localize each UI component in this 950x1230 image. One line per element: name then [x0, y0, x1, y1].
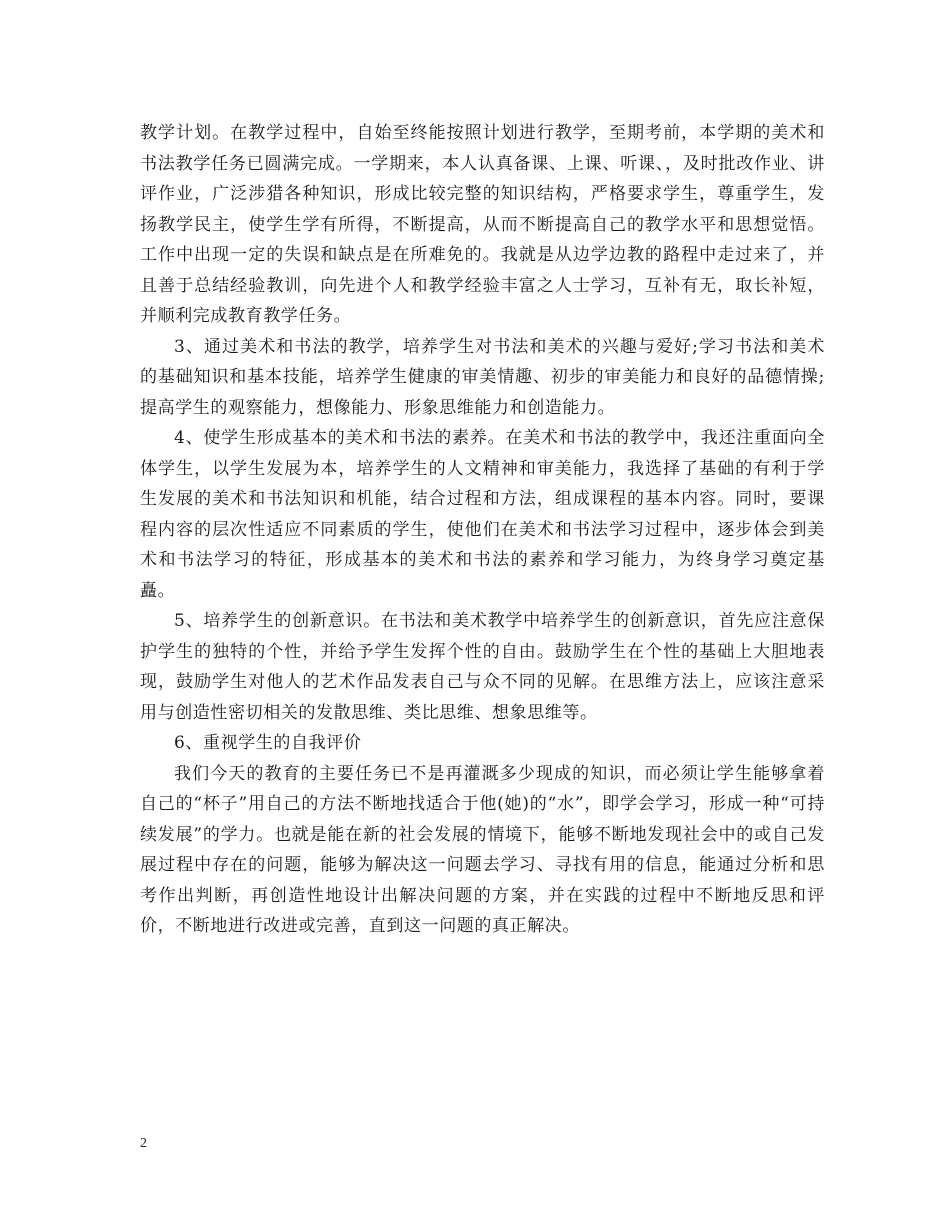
paragraph-continued: 教学计划。在教学过程中，自始至终能按照计划进行教学，至期考前，本学期的美术和书法教学任务已圆满完成。一学期来，本人认真备课、上课、听课、，及时批改作业、讲评作业，广泛涉猎各种知识，形成比较完整的知识结构，严格要求学生，尊重学生，发扬教学民主，使学生学有所得，不断提高，从而不断提高自己的教学水平和思想觉悟。工作中出现一定的失误和缺点是在所难免的。我就是从边学边教的路程中走过来了，并且善于总结经验教训，向先进个人和教学经验丰富之人士学习，互补有无，取长补短，并顺利完成教育教学任务。 [140, 123, 825, 326]
paragraph-item-4: 4、使学生形成基本的美术和书法的素养。在美术和书法的教学中，我还注重面向全体学生，以学生发展为本，培养学生的人文精神和审美能力，我选择了基础的有利于学生发展的美术和书法知识和机能，结合过程和方法，组成课程的基本内容。同时，要课程内容的层次性适应不同素质的学生，使他们在美术和书法学习过程中，逐步体会到美术和书法学习的特征，形成基本的美术和书法的素养和学习能力，为终身学习奠定基矗。 [140, 428, 825, 601]
paragraph-self-evaluation: 我们今天的教育的主要任务已不是再灌溉多少现成的知识，而必须让学生能够拿着自己的“杯子”用自己的方法不断地找适合于他(她)的“水”，即学会学习，形成一种“可持续发展”的学力。也就是能在新的社会发展的情境下，能够不断地发现社会中的或自己发展过程中存在的问题，能够为解决这一问题去学习、寻找有用的信息，能通过分析和思考作出判断，再创造性地设计出解决问题的方案，并在实践的过程中不断地反思和评价，不断地进行改进或完善，直到这一问题的真正解决。 [140, 763, 825, 936]
document-body [140, 118, 825, 942]
page-number: 2 [140, 1136, 147, 1151]
paragraph-item-5: 5、培养学生的创新意识。在书法和美术教学中培养学生的创新意识，首先应注意保护学生的独特的个性，并给予学生发挥个性的自由。鼓励学生在个性的基础上大胆地表现，鼓励学生对他人的艺术作品发表自己与众不同的见解。在思维方法上，应该注意采用与创造性密切相关的发散思维、类比思维、想象思维等。 [140, 611, 825, 723]
paragraph-item-6-heading: 6、重视学生的自我评价 [174, 733, 362, 753]
paragraph-item-3: 3、通过美术和书法的教学，培养学生对书法和美术的兴趣与爱好;学习书法和美术的基础知识和基本技能，培养学生健康的审美情趣、初步的审美能力和良好的品德情操;提高学生的观察能力，想像能力、形象思维能力和创造能力。 [140, 336, 825, 418]
